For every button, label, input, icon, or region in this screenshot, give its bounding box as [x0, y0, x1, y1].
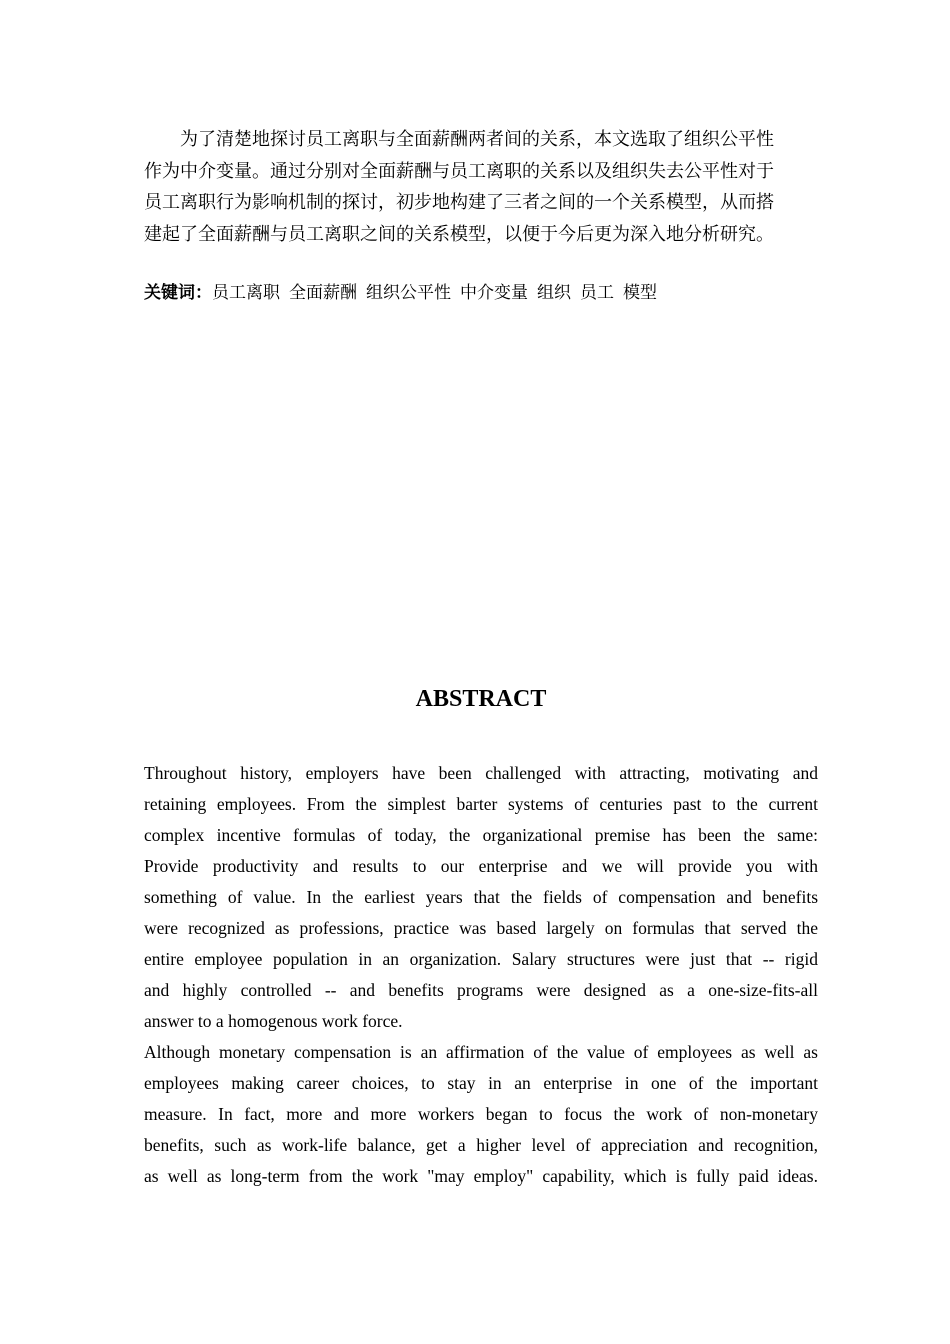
- abstract-line: retaining employees. From the simplest barter systems of centuries past to the current: [144, 794, 818, 814]
- abstract-line: entire employee population in an organization. Salary structures were just that -- rigid: [144, 949, 818, 969]
- chinese-abstract-line: 为了清楚地探讨员工离职与全面薪酬两者间的关系，本文选取了组织公平性: [180, 129, 774, 150]
- abstract-line: complex incentive formulas of today, the organizational premise has been the same:: [144, 825, 818, 845]
- abstract-line: something of value. In the earliest years that the fields of compensation and benefits: [144, 887, 818, 907]
- abstract-line: as well as long-term from the work "may employ" capability, which is fully paid ideas.: [144, 1166, 818, 1186]
- keyword-item: 组织公平性: [366, 283, 451, 303]
- keyword-item: 员工: [580, 283, 614, 303]
- chinese-abstract-line: 员工离职行为影响机制的探讨，初步地构建了三者之间的一个关系模型，从而搭: [144, 192, 774, 213]
- chinese-abstract-line: 作为中介变量。通过分别对全面薪酬与员工离职的关系以及组织失去公平性对于: [144, 160, 774, 182]
- keyword-item: 组织: [537, 283, 571, 303]
- keyword-item: 中介变量: [460, 283, 528, 303]
- abstract-line: were recognized as professions, practice was based largely on formulas that served the: [144, 918, 818, 938]
- abstract-heading: ABSTRACT: [415, 686, 547, 712]
- abstract-line: employees making career choices, to stay in an enterprise in one of the important: [144, 1073, 818, 1093]
- keyword-item: 模型: [623, 283, 657, 303]
- keyword-item: 全面薪酬: [289, 283, 357, 303]
- abstract-line: Although monetary compensation is an affirmation of the value of employees as well as: [144, 1042, 818, 1062]
- keyword-item: 员工离职: [212, 283, 280, 303]
- chinese-abstract-line: 建起了全面薪酬与员工离职之间的关系模型，以便于今后更为深入地分析研究。: [144, 223, 774, 245]
- abstract-line: Throughout history, employers have been challenged with attracting, motivating and: [144, 763, 818, 783]
- abstract-line: Provide productivity and results to our enterprise and we will provide you with: [144, 856, 818, 876]
- chinese-abstract-paragraph: [144, 124, 820, 250]
- abstract-body: [144, 758, 818, 1192]
- keywords-line: [144, 280, 820, 306]
- abstract-line: and highly controlled -- and benefits programs were designed as a one-size-fits-all: [144, 980, 818, 1000]
- abstract-line: answer to a homogenous work force.: [144, 1011, 403, 1031]
- abstract-line: measure. In fact, more and more workers began to focus the work of non-monetary: [144, 1104, 818, 1124]
- abstract-line: benefits, such as work-life balance, get a higher level of appreciation and recognition,: [144, 1135, 818, 1155]
- keywords-label: 关键词：: [144, 283, 212, 303]
